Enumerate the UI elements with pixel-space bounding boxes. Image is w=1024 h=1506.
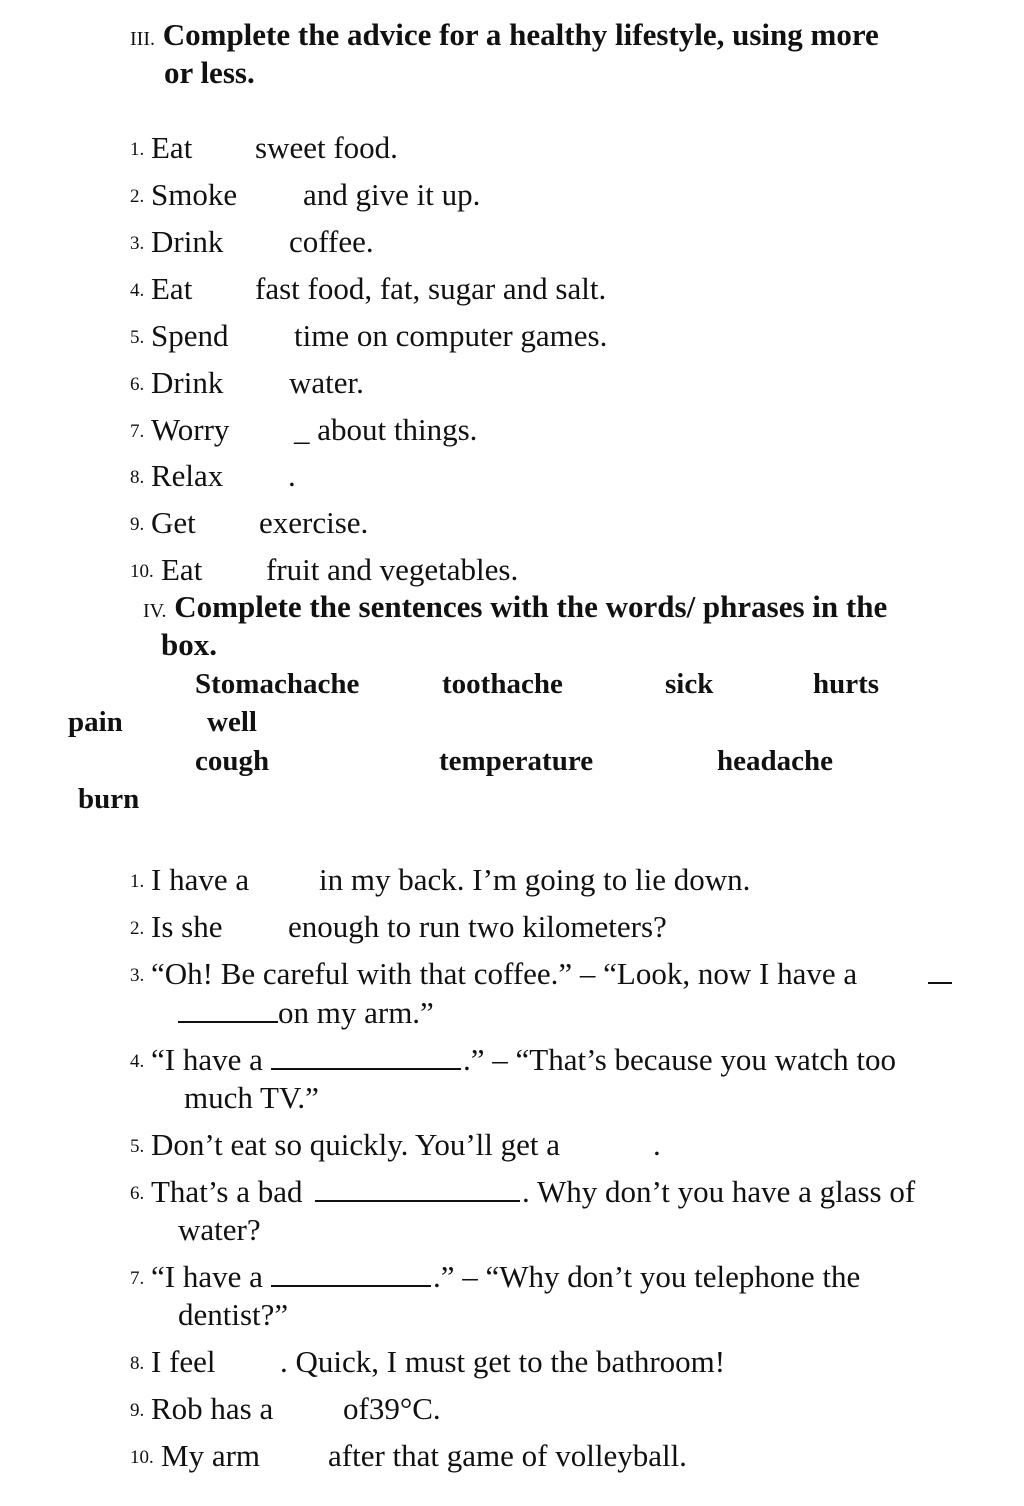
box-word: pain	[68, 706, 123, 738]
item-number: 8.	[130, 467, 145, 488]
section-3-heading	[130, 16, 990, 58]
item-rest: water.	[289, 365, 364, 400]
sentence-part: .	[653, 1127, 661, 1162]
box-word: sick	[665, 668, 714, 700]
item-rest: fruit and vegetables.	[266, 552, 519, 587]
item-number: 9.	[130, 1400, 145, 1421]
box-word: Stomachache	[195, 668, 360, 700]
section-4-numeral: IV.	[143, 600, 167, 622]
item-rest: time on computer games.	[294, 318, 608, 353]
sentence-part: .” – “Why don’t you telephone the	[433, 1259, 861, 1294]
item-number: 7.	[130, 1268, 145, 1289]
item-number: 4.	[130, 280, 145, 301]
item-number: 4.	[130, 1051, 145, 1072]
sentence-part: . Quick, I must get to the bathroom!	[280, 1344, 726, 1379]
item-rest: fast food, fat, sugar and salt.	[255, 271, 607, 306]
box-word: toothache	[442, 668, 563, 700]
box-word: temperature	[439, 745, 594, 777]
item-number: 5.	[130, 327, 145, 348]
sentence-continuation: water?	[178, 1212, 261, 1247]
item-number: 2.	[130, 186, 145, 207]
sentence-part: in my back. I’m going to lie down.	[319, 862, 751, 897]
answer-blank[interactable]	[928, 956, 952, 992]
item-number: 5.	[130, 1136, 145, 1157]
answer-blank[interactable]	[271, 1042, 461, 1078]
item-rest: and give it up.	[303, 177, 481, 212]
item-verb: Smoke	[151, 177, 238, 212]
item-number: 2.	[130, 918, 145, 939]
box-word: cough	[195, 745, 270, 777]
section-3-numeral: III.	[130, 28, 155, 50]
item-rest: sweet food.	[255, 130, 398, 165]
box-word: well	[207, 706, 257, 738]
sentence-continuation: much TV.”	[184, 1080, 319, 1115]
sentence-part: I have a	[151, 862, 250, 897]
sentence-part: “I have a	[151, 1042, 263, 1077]
item-verb: Spend	[151, 318, 229, 353]
sentence-part: Is she	[151, 909, 223, 944]
answer-blank[interactable]	[271, 1259, 431, 1295]
item-rest: .	[288, 458, 296, 493]
item-verb: Get	[151, 505, 196, 540]
item-verb: Eat	[151, 271, 193, 306]
item-verb: Drink	[151, 365, 224, 400]
sentence-part: .” – “That’s because you watch too	[463, 1042, 896, 1077]
section-4-title-line2: box.	[161, 627, 217, 662]
item-number: 10.	[130, 1447, 154, 1468]
item-verb: Eat	[151, 130, 193, 165]
item-number: 8.	[130, 1353, 145, 1374]
sentence-part: My arm	[161, 1438, 261, 1473]
section-3-title-line1: Complete the advice for a healthy lifestyle, using more	[162, 17, 879, 52]
sentence-part: Rob has a	[151, 1391, 274, 1426]
sentence-part: enough to run two kilometers?	[288, 909, 667, 944]
item-number: 10.	[130, 561, 154, 582]
item-number: 7.	[130, 421, 145, 442]
item-rest: exercise.	[259, 505, 369, 540]
item-number: 1.	[130, 871, 145, 892]
sentence-part: on my arm.”	[278, 995, 434, 1030]
item-verb: Worry	[151, 412, 230, 447]
sentence-part: . Why don’t you have a glass of	[522, 1174, 916, 1209]
sentence-part: “I have a	[151, 1259, 263, 1294]
sentence-continuation: dentist?”	[178, 1297, 289, 1332]
item-number: 9.	[130, 514, 145, 535]
section-4-heading	[143, 588, 1003, 630]
item-rest: coffee.	[289, 224, 374, 259]
box-word: hurts	[813, 668, 880, 700]
item-number: 6.	[130, 1183, 145, 1204]
sentence-continuation	[178, 995, 434, 1031]
item-number: 3.	[130, 965, 145, 986]
answer-blank[interactable]	[315, 1174, 520, 1210]
item-verb: Eat	[161, 552, 203, 587]
section-4-title-line1: Complete the sentences with the words/ phrases in the	[174, 589, 888, 624]
item-rest: _ about things.	[294, 412, 478, 447]
item-number: 3.	[130, 233, 145, 254]
item-number: 1.	[130, 139, 145, 160]
item-number: 6.	[130, 374, 145, 395]
sentence-part: That’s a bad	[151, 1174, 303, 1209]
sentence-part: after that game of volleyball.	[328, 1438, 687, 1473]
box-word: headache	[717, 745, 833, 777]
answer-blank[interactable]	[178, 999, 278, 1023]
box-word: burn	[78, 783, 140, 815]
item-verb: Relax	[151, 458, 224, 493]
sentence-part: Don’t eat so quickly. You’ll get a	[151, 1127, 560, 1162]
item-verb: Drink	[151, 224, 224, 259]
sentence-part: I feel	[151, 1344, 216, 1379]
section-3-title-line2: or less.	[164, 55, 255, 90]
sentence-part: “Oh! Be careful with that coffee.” – “Look, now I have a	[151, 956, 858, 991]
sentence-part: of39°C.	[343, 1391, 441, 1426]
